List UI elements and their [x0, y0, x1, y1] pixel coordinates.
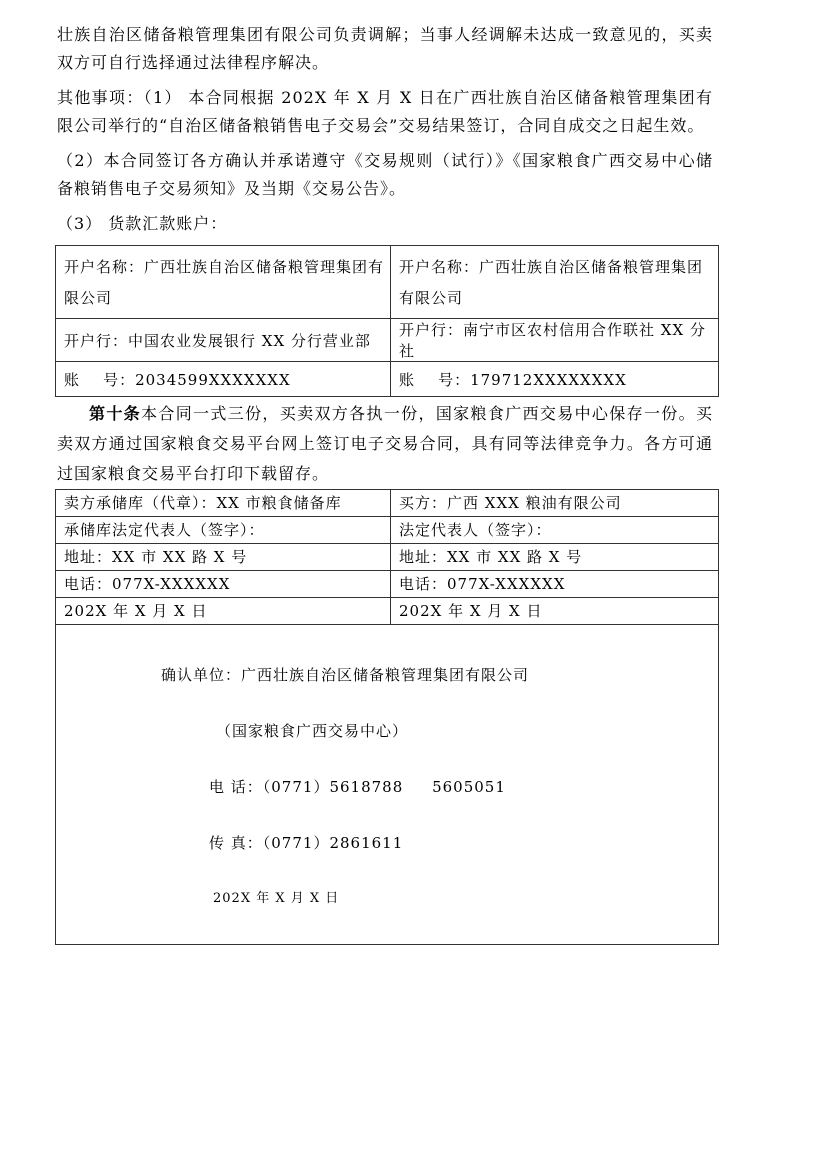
- buyer-company-cell: 买方：广西 XXX 粮油有限公司: [391, 490, 719, 517]
- paragraph-other-matters-1: 其他事项：（1） 本合同根据 202X 年 X 月 X 日在广西壮族自治区储备粮管理集团有限公司举行的“自治区储备粮销售电子交易会”交易结果签订，合同自成交之日起生效。: [57, 88, 713, 135]
- confirmation-row: [56, 625, 719, 945]
- signature-row-representative: [56, 517, 719, 544]
- signature-table: [55, 489, 719, 945]
- signature-row-date: [56, 598, 719, 625]
- buyer-phone-cell: 电话：077X-XXXXXX: [391, 571, 719, 598]
- paragraph-other-matters-2: （2）本合同签订各方确认并承诺遵守《交易规则（试行）》《国家粮食广西交易中心储备粮销售电子交易须知》及当期《交易公告》。: [57, 151, 713, 198]
- buyer-address-cell: 地址：XX 市 XX 路 X 号: [391, 544, 719, 571]
- seller-account-name-cell: 开户名称：广西壮族自治区储备粮管理集团有限公司: [56, 246, 391, 319]
- seller-address-cell: 地址：XX 市 XX 路 X 号: [56, 544, 391, 571]
- confirmation-phone-line: 电 话：（0771）5618788 5605051: [209, 778, 506, 796]
- confirmation-cell: [56, 625, 719, 945]
- signature-row-phone: [56, 571, 719, 598]
- signature-row-address: [56, 544, 719, 571]
- seller-phone-cell: 电话：077X-XXXXXX: [56, 571, 391, 598]
- confirmation-fax-line: 传 真：（0771）2861611: [209, 834, 404, 852]
- seller-bank-cell: 开户行：中国农业发展银行 XX 分行营业部: [56, 319, 391, 362]
- paragraph-article-10: [57, 399, 713, 489]
- paragraph-payment-account-heading: （3） 货款汇款账户：: [57, 214, 228, 233]
- document-content: [57, 21, 713, 945]
- buyer-bank-cell: 开户行：南宁市区农村信用合作联社 XX 分社: [391, 319, 719, 362]
- confirmation-center-line: （国家粮食广西交易中心）: [216, 722, 409, 740]
- signature-row-party: [56, 490, 719, 517]
- payment-table-row-bank: [56, 319, 719, 362]
- paragraph-dispute-continuation: 壮族自治区储备粮管理集团有限公司负责调解；当事人经调解未达成一致意见的，买卖双方可自行选择通过法律程序解决。: [57, 25, 713, 72]
- payment-account-table: [55, 245, 719, 397]
- confirmation-unit-line: 确认单位：广西壮族自治区储备粮管理集团有限公司: [161, 666, 530, 684]
- payment-table-row-account-name: [56, 246, 719, 319]
- payment-table-row-account-number: [56, 362, 719, 397]
- buyer-account-name-cell: 开户名称：广西壮族自治区储备粮管理集团有限公司: [391, 246, 719, 319]
- article-10-text: 本合同一式三份，买卖双方各执一份，国家粮食广西交易中心保存一份。买卖双方通过国家粮食交易平台网上签订电子交易合同，具有同等法律竞争力。各方可通过国家粮食交易平台打印下载留存。: [57, 404, 713, 483]
- seller-date-cell: 202X 年 X 月 X 日: [56, 598, 391, 625]
- buyer-representative-cell: 法定代表人（签字）：: [391, 517, 719, 544]
- seller-account-number-cell: 账 号：2034599XXXXXXX: [56, 362, 391, 397]
- seller-representative-cell: 承储库法定代表人（签字）：: [56, 517, 391, 544]
- article-10-label: 第十条: [89, 404, 142, 423]
- seller-depot-cell: 卖方承储库（代章）：XX 市粮食储备库: [56, 490, 391, 517]
- confirmation-date-line: 202X 年 X 月 X 日: [213, 891, 340, 906]
- buyer-date-cell: 202X 年 X 月 X 日: [391, 598, 719, 625]
- buyer-account-number-cell: 账 号：179712XXXXXXXX: [391, 362, 719, 397]
